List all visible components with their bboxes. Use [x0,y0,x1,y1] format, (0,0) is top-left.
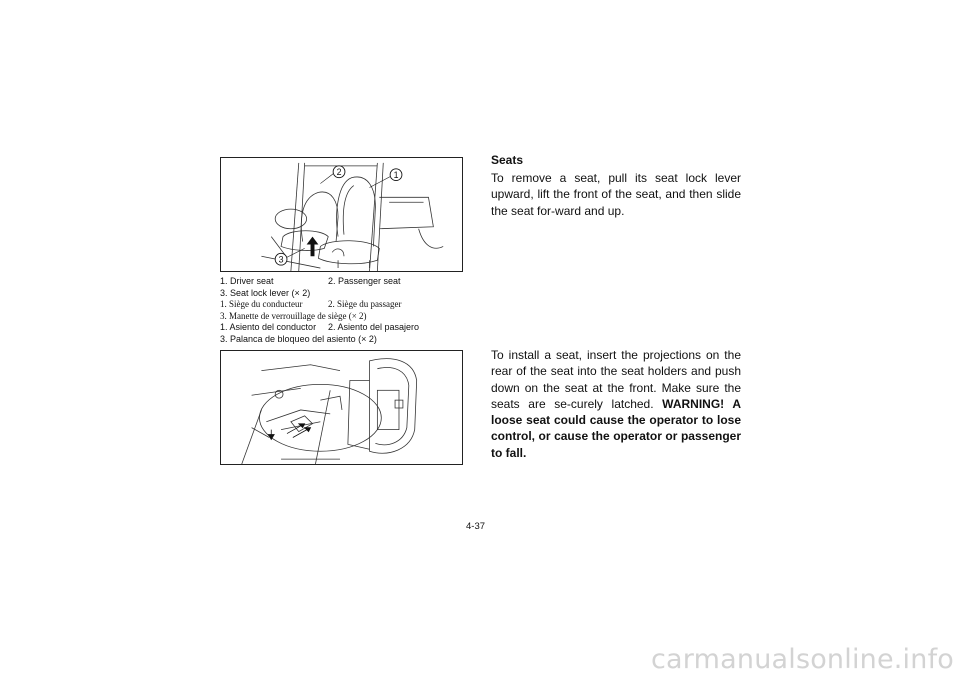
warning-text: WARNING! A loose seat could cause the operator to lose control, or cause the operator or passenger to fall. [491,396,741,460]
caption-fr-item-1: 1. Siège du conducteur [220,299,303,309]
callout-3: 3 [278,254,284,265]
install-instructions [491,347,741,461]
caption-en-item-1: 1. Driver seat [220,276,274,286]
callout-1: 1 [393,170,399,181]
caption-es-item-2: 2. Asiento del pasajero [328,322,420,332]
caption-en-item-2: 2. Passenger seat [328,276,401,286]
page-number: 4-37 [466,521,486,532]
seat-line-drawing [221,158,462,271]
watermark: carmanualsonline.info [651,644,954,675]
install-text: To install a seat, insert the projections on the rear of the seat into the seat holders and push down on the seat at the front. Make sure the seats are se-curely latched. [491,348,741,411]
caption-fr-item-3: 3. Manette de verrouillage de siège (× 2) [220,310,367,321]
seat-install-illustration [220,350,463,465]
caption-french [220,299,470,322]
caption-fr-item-2: 2. Siège du passager [328,299,402,309]
remove-instructions: To remove a seat, pull its seat lock lever upward, lift the front of the seat, and then slide the seat for-ward and up. [491,171,741,218]
caption-es-item-3: 3. Palanca de bloqueo del asiento (× 2) [220,333,377,344]
caption-es-item-1: 1. Asiento del conductor [220,322,317,332]
section-heading: Seats [491,153,524,167]
seat-illustration [220,157,463,272]
seat-install-drawing [221,351,462,464]
callout-2: 2 [336,167,342,178]
caption-english [220,276,470,299]
caption-en-item-3: 3. Seat lock lever (× 2) [220,287,311,298]
caption-spanish [220,322,470,345]
